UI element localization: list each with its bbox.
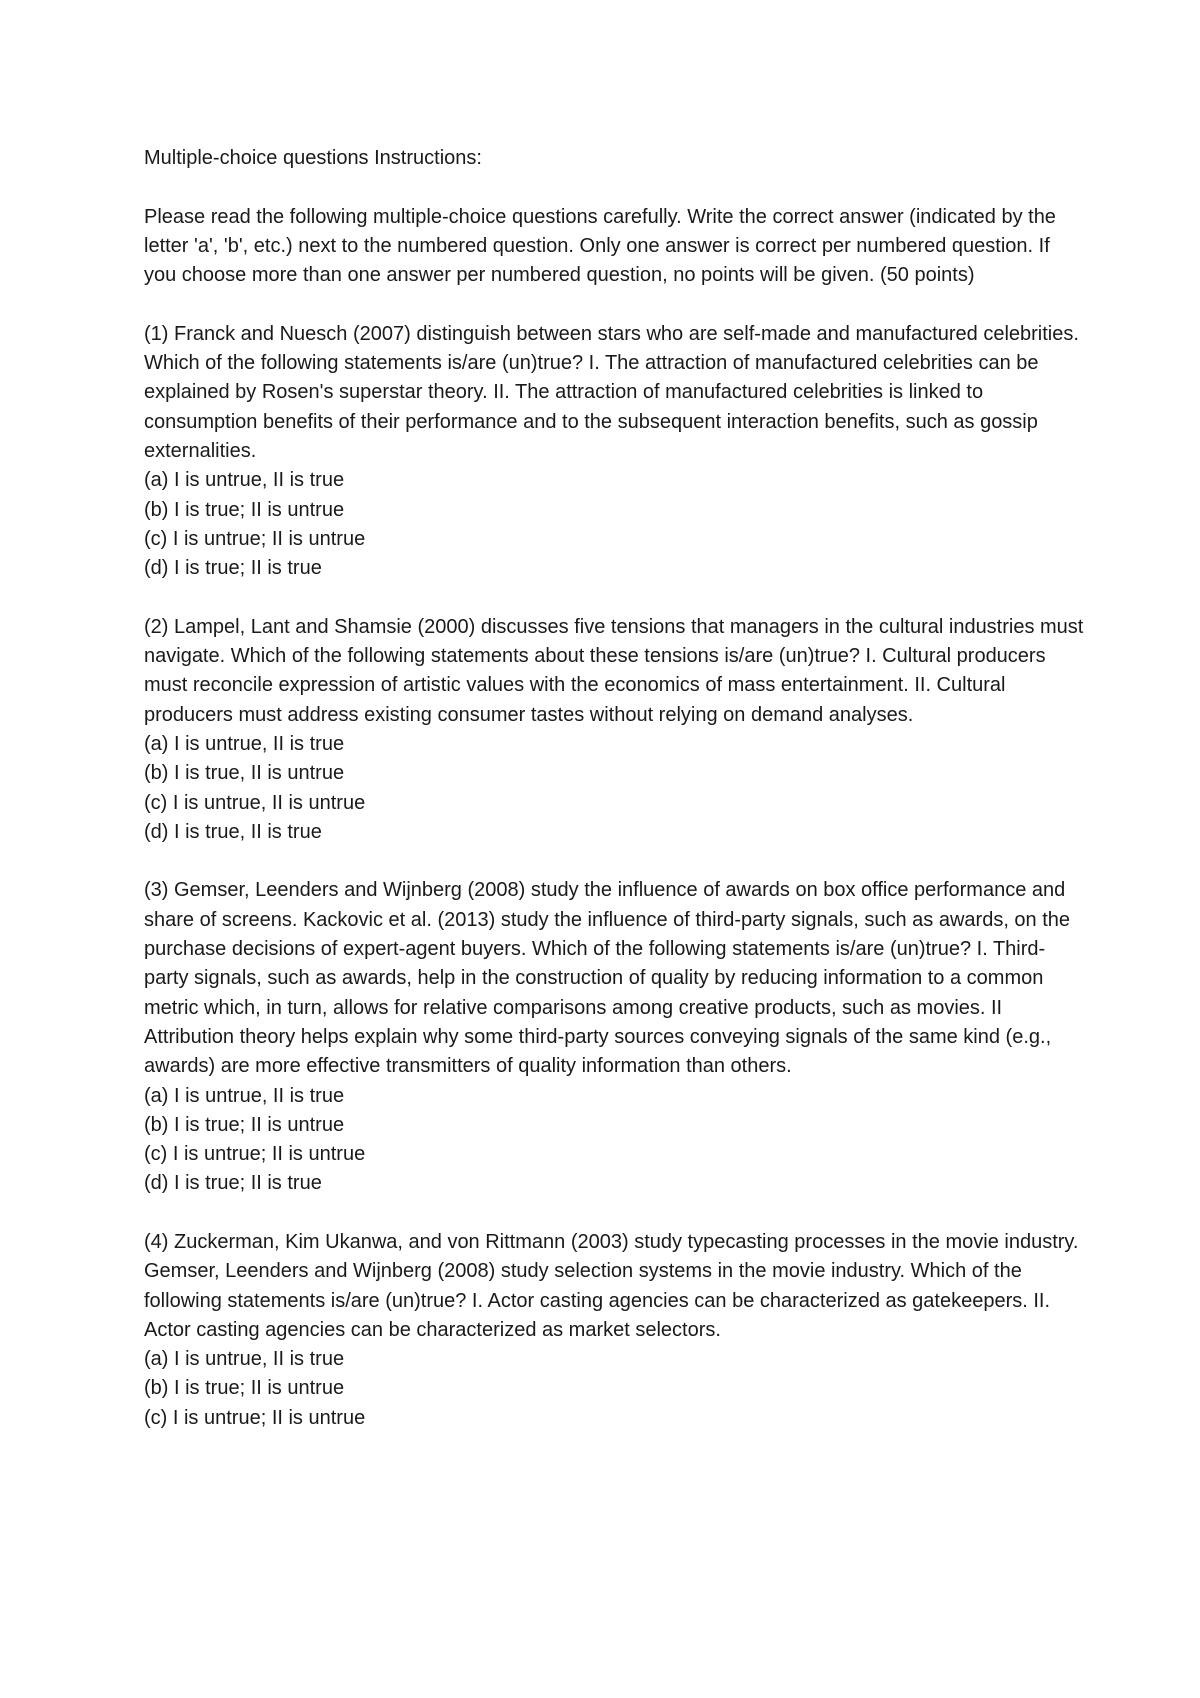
answer-option-d: (d) I is true; II is true xyxy=(144,557,322,580)
answer-option-d: (d) I is true; II is true xyxy=(144,1172,322,1195)
document-page xyxy=(144,144,1084,1433)
answer-option-c: (c) I is untrue; II is untrue xyxy=(144,1143,366,1166)
question-text: (2) Lampel, Lant and Shamsie (2000) discusses five tensions that managers in the cultural industries must navigate. Which of the following statements about these tensions is/are (un)true? I. Cultural producers must reconcile expression of artistic values with the economics of mass entertainment. II. Cultural producers must address existing consumer tastes without relying on demand analyses. xyxy=(144,615,1084,726)
answer-option-d: (d) I is true, II is true xyxy=(144,820,322,843)
document-title: Multiple-choice questions Instructions: xyxy=(144,147,482,169)
question-text: (1) Franck and Nuesch (2007) distinguish between stars who are self-made and manufactured celebrities. Which of the following statements is/are (un)true? I. The attraction of manufactured celebrities can be explained by Rosen's superstar theory. II. The attraction of manufactured celebrities is linked to consumption benefits of their performance and to the subsequent interaction benefits, such as gossip externalities. xyxy=(144,322,1079,462)
answer-option-c: (c) I is untrue, II is untrue xyxy=(144,791,366,814)
question-2 xyxy=(144,613,1084,847)
answer-option-b: (b) I is true; II is untrue xyxy=(144,498,345,521)
answer-option-c: (c) I is untrue; II is untrue xyxy=(144,527,366,550)
spacer xyxy=(144,1199,1084,1228)
question-text: (4) Zuckerman, Kim Ukanwa, and von Rittmann (2003) study typecasting processes in the movie industry. Gemser, Leenders and Wijnberg (2008) study selection systems in the movie industry. Which of the following statements is/are (un)true? I. Actor casting agencies can be characterized as gatekeepers. II. Actor casting agencies can be characterized as market selectors. xyxy=(144,1230,1079,1341)
spacer xyxy=(144,173,1084,202)
spacer xyxy=(144,290,1084,319)
answer-option-a: (a) I is untrue, II is true xyxy=(144,732,345,755)
spacer xyxy=(144,583,1084,612)
instructions-paragraph: Please read the following multiple-choice questions carefully. Write the correct answer (indicated by the letter 'a', 'b', etc.) next to the numbered question. Only one answer is correct per numbered question. If you choose more than one answer per numbered question, no points will be given. (50 points) xyxy=(144,205,1056,287)
answer-option-a: (a) I is untrue, II is true xyxy=(144,469,345,492)
question-4 xyxy=(144,1228,1084,1433)
question-text: (3) Gemser, Leenders and Wijnberg (2008) study the influence of awards on box office performance and share of screens. Kackovic et al. (2013) study the influence of third-party signals, such as awards, on the purchase decisions of expert-agent buyers. Which of the following statements is/are (un)true? I. Third-party signals, such as awards, help in the construction of quality by reducing information to a common metric which, in turn, allows for relative comparisons among creative products, such as movies. II Attribution theory helps explain why some third-party sources conveying signals of the same kind (e.g., awards) are more effective transmitters of quality information than others. xyxy=(144,879,1071,1078)
answer-option-a: (a) I is untrue, II is true xyxy=(144,1348,345,1371)
answer-option-c: (c) I is untrue; II is untrue xyxy=(144,1406,366,1429)
spacer xyxy=(144,847,1084,876)
answer-option-b: (b) I is true; II is untrue xyxy=(144,1113,345,1136)
question-1 xyxy=(144,320,1084,584)
answer-option-b: (b) I is true, II is untrue xyxy=(144,762,345,785)
answer-option-b: (b) I is true; II is untrue xyxy=(144,1377,345,1400)
question-3 xyxy=(144,876,1084,1198)
answer-option-a: (a) I is untrue, II is true xyxy=(144,1084,345,1107)
